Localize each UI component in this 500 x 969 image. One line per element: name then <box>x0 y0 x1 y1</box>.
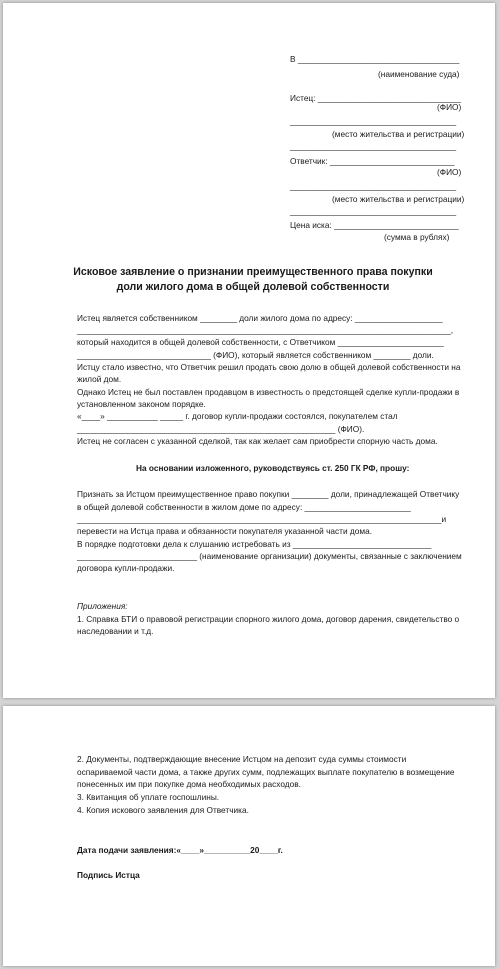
attachment-item: 2. Документы, подтверждающие внесение Истцом на депозит суда суммы стоимости <box>77 754 407 764</box>
body-line: Истцу стало известно, что Ответчик решил продать свою долю в общей долевой собственности на <box>77 362 461 372</box>
plaintiff-line: Истец: _______________________________ <box>290 93 461 103</box>
defendant-address-line: ____________________________________ <box>290 181 457 191</box>
document-page-1 <box>3 3 495 698</box>
request-line: в общей долевой собственности в жилом доме по адресу: _______________________ <box>77 502 411 512</box>
document-page-2 <box>3 706 495 966</box>
body-line: который находится в общей долевой собственности, с Ответчиком _______________________ <box>77 337 444 347</box>
defendant-line: Ответчик: ___________________________ <box>290 156 455 166</box>
plaintiff-address-line: ____________________________________ <box>290 116 457 126</box>
body-line: _________________________________________________________________________________, <box>77 325 454 335</box>
body-line: Истец не согласен с указанной сделкой, так как желает сам приобрести спорную часть дома. <box>77 436 438 446</box>
attachments-heading: Приложения: <box>77 601 128 611</box>
request-basis: На основании изложенного, руководствуясь ст. 250 ГК РФ, прошу: <box>136 463 410 473</box>
body-line: «____» ___________ _____ г. договор купли-продажи состоялся, покупателем стал <box>77 411 398 421</box>
body-line: Однако Истец не был поставлен продавцом в известность о предстоящей сделке купли-продажи в <box>77 387 460 397</box>
defendant-address-line-2: ____________________________________ <box>290 206 457 216</box>
body-line: жилой дом. <box>77 374 122 384</box>
request-line: Признать за Истцом преимущественное право покупки ________ доли, принадлежащей Ответчику <box>77 489 460 499</box>
attachment-item: оспариваемой части дома, а также других сумм, подлежащих выплате покупателю в возмещение <box>77 767 455 777</box>
signature-label: Подпись Истца <box>77 870 140 880</box>
body-line: _____________________________ (ФИО), который является собственником ________ доли. <box>77 350 434 360</box>
court-line: В ___________________________________ <box>290 54 460 64</box>
plaintiff-residence-hint: (место жительства и регистрации) <box>332 129 465 139</box>
attachment-item: 3. Квитанция об уплате госпошлины. <box>77 792 220 802</box>
body-line: ________________________________________________________ (ФИО). <box>77 424 365 434</box>
body-line: Истец является собственником ________ доли жилого дома по адресу: ___________________ <box>77 313 443 323</box>
defendant-fio-hint: (ФИО) <box>437 167 462 177</box>
plaintiff-address-line-2: ____________________________________ <box>290 141 457 151</box>
filing-date-line: Дата подачи заявления:«____»__________20____г. <box>77 845 283 855</box>
defendant-residence-hint: (место жительства и регистрации) <box>332 194 465 204</box>
court-hint: (наименование суда) <box>378 69 460 79</box>
attachment-item: наследовании и т.д. <box>77 626 154 636</box>
attachment-item: 1. Справка БТИ о правовой регистрации спорного жилого дома, договор дарения, свидетельство о <box>77 614 460 624</box>
attachment-item: понесенных им при покупке дома необходимых расходов. <box>77 779 301 789</box>
request-line: __________________________ (наименование организации) документы, связанные с заключением <box>77 551 462 561</box>
request-line: перевести на Истца права и обязанности покупателя указанной части дома. <box>77 526 373 536</box>
attachment-item: 4. Копия искового заявления для Ответчика. <box>77 805 249 815</box>
request-line: договора купли-продажи. <box>77 563 175 573</box>
claim-sum-hint: (сумма в рублях) <box>384 232 450 242</box>
document-title: Исковое заявление о признании преимущественного права покупки доли жилого дома в общей долевой собственности <box>73 266 433 293</box>
request-line: _______________________________________________________________________________и <box>77 514 447 524</box>
request-line: В порядке подготовки дела к слушанию истребовать из ______________________________ <box>77 539 432 549</box>
claim-price-line: Цена иска: ___________________________ <box>290 220 459 230</box>
plaintiff-fio-hint: (ФИО) <box>437 102 462 112</box>
body-line: установленном законом порядке. <box>77 399 206 409</box>
